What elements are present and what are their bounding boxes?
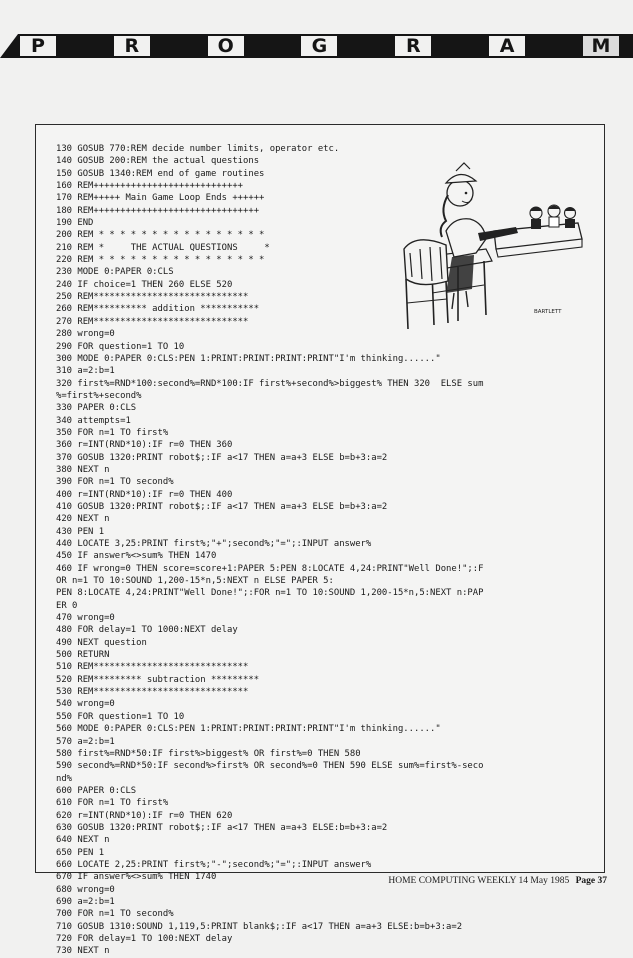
code-line: 240 IF choice=1 THEN 260 ELSE 520 — [56, 279, 233, 290]
code-line: 590 second%=RND*50:IF second%>first% OR second%=0 THEN 590 ELSE sum%=first%-seco — [56, 761, 484, 772]
banner-letter-g: G — [301, 36, 337, 56]
cartoon-signature: BARTLETT — [534, 309, 562, 315]
banner-letter-m: M — [583, 36, 619, 56]
code-line: OR n=1 TO 10:SOUND 1,200-15*n,5:NEXT n ELSE PAPER 5: — [56, 576, 334, 587]
code-line: 700 FOR n=1 TO second% — [56, 909, 174, 920]
code-line: 670 IF answer%<>sum% THEN 1740 — [56, 872, 217, 883]
banner-letter-p: P — [20, 36, 56, 56]
code-line: 680 wrong=0 — [56, 884, 115, 895]
code-line: 540 wrong=0 — [56, 699, 115, 710]
code-line: 270 REM***************************** — [56, 316, 249, 327]
code-line: 560 MODE 0:PAPER 0:CLS:PEN 1:PRINT:PRINT:PRINT:PRINT"I'm thinking......" — [56, 724, 441, 735]
code-line: 230 MODE 0:PAPER 0:CLS — [56, 267, 174, 278]
code-line: 320 first%=RND*100:second%=RND*100:IF first%+second%>biggest% THEN 320 ELSE sum — [56, 378, 484, 389]
code-line: 170 REM+++++ Main Game Loop Ends ++++++ — [56, 193, 265, 204]
code-line: 610 FOR n=1 TO first% — [56, 798, 169, 809]
code-line: 520 REM********* subtraction ********* — [56, 674, 260, 685]
code-line: 530 REM***************************** — [56, 687, 249, 698]
code-line: 430 PEN 1 — [56, 526, 105, 537]
code-line: 710 GOSUB 1310:SOUND 1,119,5:PRINT blank$;:IF a<17 THEN a=a+3 ELSE:b=b+3:a=2 — [56, 921, 463, 932]
banner-letter-a: A — [489, 36, 525, 56]
code-line: 730 NEXT n — [56, 946, 110, 957]
banner-letters — [0, 34, 633, 58]
code-line: 300 MODE 0:PAPER 0:CLS:PEN 1:PRINT:PRINT:PRINT:PRINT"I'm thinking......" — [56, 353, 441, 364]
code-line: 280 wrong=0 — [56, 329, 115, 340]
banner-letter-r: R — [114, 36, 150, 56]
code-line: 720 FOR delay=1 TO 100:NEXT delay — [56, 934, 233, 944]
code-line: ER 0 — [56, 600, 78, 611]
code-line: nd% — [56, 773, 73, 784]
code-line: 620 r=INT(RND*10):IF r=0 THEN 620 — [56, 810, 233, 821]
code-line: 550 FOR question=1 TO 10 — [56, 711, 185, 722]
code-line: 260 REM********** addition *********** — [56, 304, 260, 315]
code-line: 140 GOSUB 200:REM the actual questions — [56, 156, 260, 167]
code-line: 340 attempts=1 — [56, 415, 131, 426]
code-line: 580 first%=RND*50:IF first%>biggest% OR first%=0 THEN 580 — [56, 748, 361, 759]
code-line: 210 REM * THE ACTUAL QUESTIONS * — [56, 242, 270, 253]
code-line: 440 LOCATE 3,25:PRINT first%;"+";second%;"=";:INPUT answer% — [56, 539, 372, 549]
code-line: 450 IF answer%<>sum% THEN 1470 — [56, 551, 217, 562]
code-line: 390 FOR n=1 TO second% — [56, 477, 174, 488]
code-line: 190 END — [56, 218, 94, 229]
code-line: 660 LOCATE 2,25:PRINT first%;"-";second%;"=";:INPUT answer% — [56, 859, 372, 870]
code-line: %=first%+second% — [56, 390, 142, 401]
code-line: 570 a=2:b=1 — [56, 736, 115, 747]
cartoon-illustration — [376, 153, 588, 339]
code-line: 630 GOSUB 1320:PRINT robot$;:IF a<17 THEN a=a+3 ELSE:b=b+3:a=2 — [56, 822, 388, 833]
code-line: 150 GOSUB 1340:REM end of game routines — [56, 168, 265, 179]
code-line: 380 NEXT n — [56, 464, 110, 475]
code-line: 250 REM***************************** — [56, 292, 249, 303]
code-line: 180 REM+++++++++++++++++++++++++++++++ — [56, 205, 260, 216]
code-line: 290 FOR question=1 TO 10 — [56, 341, 185, 352]
code-line: 500 RETURN — [56, 650, 110, 661]
publication-credit: HOME COMPUTING WEEKLY 14 May 1985 — [388, 876, 570, 886]
code-line: 510 REM***************************** — [56, 662, 249, 673]
code-line: 410 GOSUB 1320:PRINT robot$;:IF a<17 THEN a=a+3 ELSE b=b+3:a=2 — [56, 501, 388, 512]
code-line: 350 FOR n=1 TO first% — [56, 427, 169, 438]
code-line: 220 REM * * * * * * * * * * * * * * * * — [56, 255, 265, 266]
code-line: 420 NEXT n — [56, 514, 110, 525]
code-line: 130 GOSUB 770:REM decide number limits, operator etc. — [56, 144, 340, 154]
code-line: 480 FOR delay=1 TO 1000:NEXT delay — [56, 625, 238, 636]
code-line: 690 a=2:b=1 — [56, 896, 115, 907]
code-line: 640 NEXT n — [56, 835, 110, 846]
code-line: 650 PEN 1 — [56, 847, 105, 858]
code-line: 330 PAPER 0:CLS — [56, 403, 137, 414]
page-footer — [388, 876, 607, 886]
code-line: 160 REM++++++++++++++++++++++++++++ — [56, 181, 244, 192]
code-line: 490 NEXT question — [56, 637, 147, 648]
page-number: Page 37 — [575, 876, 607, 886]
code-line: PEN 8:LOCATE 4,24:PRINT"Well Done!";:FOR n=1 TO 10:SOUND 1,200-15*n,5:NEXT n:PAP — [56, 588, 484, 599]
code-line: 460 IF wrong=0 THEN score=score+1:PAPER 5:PEN 8:LOCATE 4,24:PRINT"Well Done!";:F — [56, 563, 484, 574]
code-line: 360 r=INT(RND*10):IF r=0 THEN 360 — [56, 440, 233, 451]
code-line: 400 r=INT(RND*10):IF r=0 THEN 400 — [56, 489, 233, 500]
code-line: 200 REM * * * * * * * * * * * * * * * * — [56, 230, 265, 241]
code-line: 470 wrong=0 — [56, 613, 115, 624]
banner-letter-r2: R — [395, 36, 431, 56]
banner-letter-o: O — [208, 36, 244, 56]
code-line: 370 GOSUB 1320:PRINT robot$;:IF a<17 THEN a=a+3 ELSE b=b+3:a=2 — [56, 452, 388, 463]
code-line: 600 PAPER 0:CLS — [56, 785, 137, 796]
code-line: 310 a=2:b=1 — [56, 366, 115, 377]
